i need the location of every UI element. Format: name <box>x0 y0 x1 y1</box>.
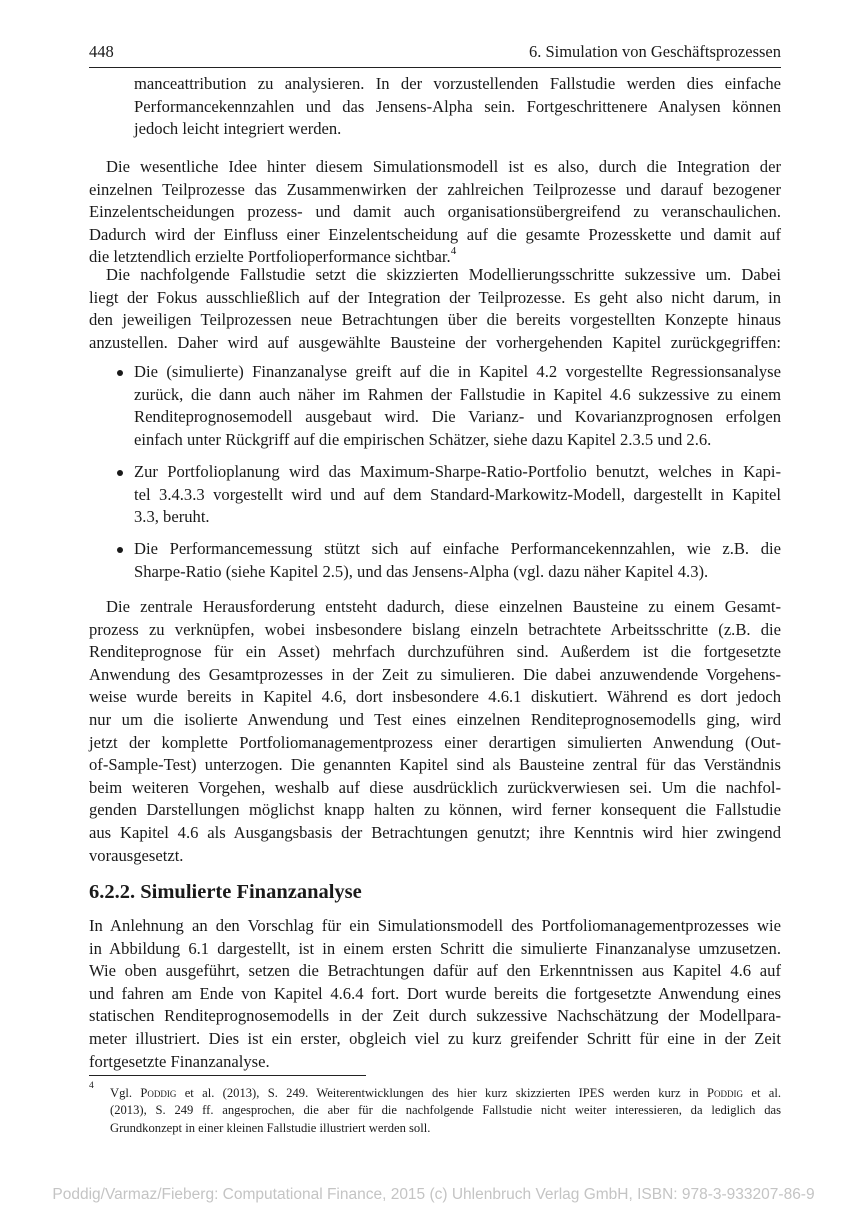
list-item <box>134 538 781 583</box>
text-line: 3.3, beruht. <box>134 507 210 527</box>
text-line: jedoch leicht integriert werden. <box>134 119 342 139</box>
text-line: Renditeprognose für ein Asset) mehrfach durchzuführen sind. Außerdem ist die fortgesetzte <box>89 642 781 662</box>
paragraph-integration-idea <box>89 156 781 269</box>
text-line: vorausgesetzt. <box>89 845 184 865</box>
text-line: Anwendung des Gesamtprozesses in der Zeit zu simulieren. Die dabei anzuwendende Vorgehens- <box>89 664 781 684</box>
author-name: Poddig <box>140 1086 177 1100</box>
paragraph-central-challenge <box>89 596 781 867</box>
text-line: anzustellen. Daher wird auf ausgewählte Bausteine der vorhergehenden Kapitel zurückgegriffen: <box>89 332 781 352</box>
running-header <box>89 41 781 68</box>
text-line: Einzelentscheidungen prozess- und damit auch organisationsübergreifend zu veranschaulichen. <box>89 202 781 222</box>
text-line: Sharpe-Ratio (siehe Kapitel 2.5), und das Jensens-Alpha (vgl. dazu näher Kapitel 4.3). <box>134 561 709 581</box>
text-line: Die nachfolgende Fallstudie setzt die skizzierten Modellierungsschritte sukzessive um. Dabei <box>106 265 781 284</box>
text-line: und fahren am Ende von Kapitel 4.6.4 fort. Dort wurde bereits die fortgesetzte Anwendung eines <box>89 983 781 1003</box>
text-line: einfach unter Rückgriff auf die empirischen Schätzer, siehe dazu Kapitel 2.3.5 und 2.6. <box>134 429 712 449</box>
footnote-line: (2013), S. 249 ff. angesprochen, die aber für die nachfolgende Fallstudie nicht weiter interessieren, da lediglich das <box>110 1103 781 1118</box>
text-line: aus Kapitel 4.6 als Ausgangsbasis der Betrachtungen genutzt; ihre Kenntnis wird hier zwingend <box>89 822 781 842</box>
bullet-icon <box>117 370 123 376</box>
text-line: statischen Renditeprognosemodells in der Zeit durch sukzessive Nachschätzung der Modellpara- <box>89 1006 781 1026</box>
text-line: den jeweiligen Teilprozessen neue Betrachtungen über die bereits vorgestellten Konzepte hinaus <box>89 310 781 330</box>
text-line: liegt der Fokus ausschließlich auf der Integration der Teilprozesse. Es geht also nicht darum, in <box>89 287 781 307</box>
text-line: tel 3.4.3.3 vorgestellt wird und auf dem Standard-Markowitz-Modell, dargestellt in Kapitel <box>134 484 781 504</box>
paragraph-case-study-intro <box>89 264 781 354</box>
text-line: Zur Portfolioplanung wird das Maximum-Sharpe-Ratio-Portfolio benutzt, welches in Kapi- <box>134 462 781 481</box>
author-name: Poddig <box>707 1086 744 1100</box>
copyright-watermark: Poddig/Varmaz/Fieberg: Computational Finance, 2015 (c) Uhlenbruch Verlag GmbH, ISBN: 978-3-933207-86-9 <box>52 1186 815 1203</box>
text-line: prozess zu verknüpfen, wobei insbesondere bislang einzeln betrachtete Arbeitsschritte (z.B. die <box>89 619 781 639</box>
text-line-content: die letztendlich erzielte Portfolioperformance sichtbar. <box>89 247 451 267</box>
text-line: einzelnen Teilprozesse das Zusammenwirken der zahlreichen Teilprozesse und darauf bezogener <box>89 179 781 199</box>
text-line: beim weiteren Vorgehen, weshalb auf diese ausdrücklich zurückverwiesen sei. Um die nachfol- <box>89 777 781 797</box>
text-line: Die zentrale Herausforderung entsteht dadurch, diese einzelnen Bausteine zu einem Gesamt- <box>106 597 781 616</box>
text-line: zurück, die dann auch näher im Rahmen der Fallstudie in Kapitel 4.6 sukzessive zu einem <box>134 384 781 404</box>
bullet-icon <box>117 470 123 476</box>
text-line: Dadurch wird der Einfluss einer Einzelentscheidung auf die gesamte Prozesskette und damit auf <box>89 224 781 244</box>
text-line: Wie oben ausgeführt, setzen die Betrachtungen dafür auf den Erkenntnissen aus Kapitel 4.6 auf <box>89 961 781 981</box>
text-line: in Abbildung 6.1 dargestellt, ist in einem ersten Schritt die simulierte Finanzanalyse umzusetzen. <box>89 938 781 958</box>
footnote-line <box>110 1085 781 1102</box>
text-line: manceattribution zu analysieren. In der vorzustellenden Fallstudie werden dies einfache <box>134 74 781 93</box>
footnote-text-segment: Vgl. <box>110 1086 141 1100</box>
footnote <box>89 1081 782 1137</box>
paragraph-simulated-financial-analysis <box>89 915 781 1073</box>
text-line: fortgesetzte Finanzanalyse. <box>89 1051 270 1071</box>
footnote-reference[interactable]: 4 <box>450 245 457 258</box>
footnote-text-segment: et al. (2013), S. 249. Weiterentwicklungen des hier kurz skizzierten IPES werden kurz in <box>176 1086 708 1100</box>
section-heading: 6.2.2. Simulierte Finanzanalyse <box>89 881 362 903</box>
footnote-text-segment: et al. <box>743 1086 782 1100</box>
footnote-number: 4 <box>89 1081 94 1091</box>
text-line: meter illustriert. Dies ist ein erster, obgleich viel zu kurz greifender Schritt für eine in der Zeit <box>89 1028 781 1048</box>
footnote-line: Grundkonzept in einer kleinen Fallstudie illustriert werden soll. <box>110 1120 431 1135</box>
text-line: nur um die isolierte Anwendung und Test eines einzelnen Renditeprognosemodells ging, wird <box>89 709 781 729</box>
text-line: Die wesentliche Idee hinter diesem Simulationsmodell ist es also, durch die Integration der <box>106 157 781 176</box>
text-line: weise wurde bereits in Kapitel 4.6, dort insbesondere 4.6.1 diskutiert. Während es dort jedoch <box>89 687 781 707</box>
continuation-paragraph <box>134 73 781 141</box>
list-item <box>134 361 781 451</box>
text-line: of-Sample-Test) unterzogen. Die genannten Kapitel sind als Bausteine zentral für das Verständnis <box>89 755 781 775</box>
chapter-title: 6. Simulation von Geschäftsprozessen <box>528 42 781 61</box>
text-line: jetzt der komplette Portfoliomanagementprozess einer derartigen simulierten Anwendung (Out- <box>89 732 781 752</box>
page-number: 448 <box>89 42 114 61</box>
text-line: Performancekennzahlen und das Jensens-Alpha sein. Fortgeschrittenere Analysen können <box>134 96 781 116</box>
text-line: In Anlehnung an den Vorschlag für ein Simulationsmodell des Portfoliomanagementprozesses wie <box>89 916 781 935</box>
list-item <box>134 461 781 529</box>
text-line: Die Performancemessung stützt sich auf einfache Performancekennzahlen, wie z.B. die <box>134 539 781 558</box>
text-line: Die (simulierte) Finanzanalyse greift auf die in Kapitel 4.2 vorgestellte Regressionsanalyse <box>134 362 781 381</box>
text-line: genden Darstellungen möglichst knapp halten zu können, wird ferner konsequent die Fallstudie <box>89 800 781 820</box>
footnote-text <box>110 1085 781 1137</box>
text-line: Renditeprognosemodell ausgebaut wird. Die Varianz- und Kovarianzprognosen erfolgen <box>134 407 781 427</box>
bullet-icon <box>117 547 123 553</box>
footnote-divider <box>89 1075 366 1076</box>
